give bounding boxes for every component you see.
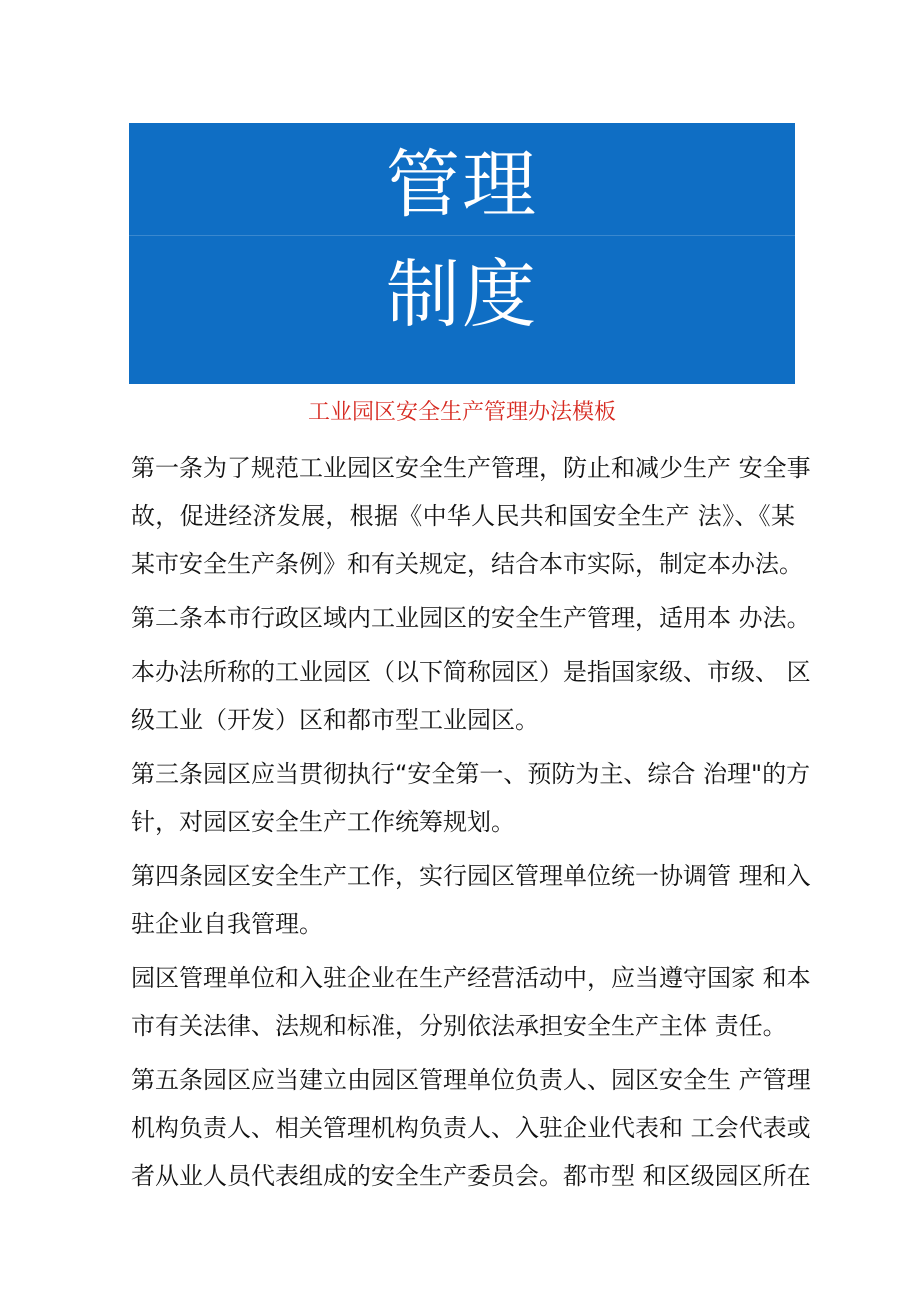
banner-title-line-1: 管理: [386, 142, 538, 228]
paragraph-article-1: [131, 444, 811, 588]
text-line: 本办法所称的工业园区（以下简称园区）是指国家级、市级、 区: [131, 658, 811, 686]
text-line: 级工业（开发）区和都市型工业园区。: [131, 706, 539, 734]
paragraph-article-4: [131, 852, 811, 948]
text-line: 驻企业自我管理。: [131, 910, 323, 938]
text-line: 故，促进经济发展，根据《中华人民共和国安全生产 法》、《某: [131, 502, 795, 530]
banner-divider: [129, 235, 795, 236]
document-title: 工业园区安全生产管理办法模板: [307, 400, 616, 425]
paragraph-article-5: [131, 1056, 811, 1200]
text-line: 第四条园区安全生产工作，实行园区管理单位统一协调管 理和入: [131, 862, 811, 890]
document-body: [131, 444, 811, 1200]
text-line: 者从业人员代表组成的安全生产委员会。都市型 和区级园区所在: [131, 1162, 811, 1190]
text-line: 市有关法律、法规和标准，分别依法承担安全生产主体 责任。: [131, 1012, 787, 1040]
text-line: 某市安全生产条例》和有关规定，结合本市实际，制定本办法。: [131, 550, 803, 578]
text-line: 第三条园区应当贯彻执行“安全第一、预防为主、综合 治理"的方: [131, 760, 811, 788]
paragraph-article-2: [131, 594, 811, 642]
text-line: 第五条园区应当建立由园区管理单位负责人、园区安全生 产管理: [131, 1066, 811, 1094]
paragraph-article-3: [131, 750, 811, 846]
text-line: 针，对园区安全生产工作统筹规划。: [131, 808, 515, 836]
text-line: 机构负责人、相关管理机构负责人、入驻企业代表和 工会代表或: [131, 1114, 811, 1142]
text-line: 第二条本市行政区域内工业园区的安全生产管理，适用本 办法。: [131, 604, 811, 632]
banner-title-line-2: 制度: [386, 252, 538, 338]
text-line: 园区管理单位和入驻企业在生产经营活动中，应当遵守国家 和本: [131, 964, 811, 992]
paragraph-compliance: [131, 954, 811, 1050]
text-line: 第一条为了规范工业园区安全生产管理，防止和减少生产 安全事: [131, 454, 811, 482]
paragraph-definition: [131, 648, 811, 744]
